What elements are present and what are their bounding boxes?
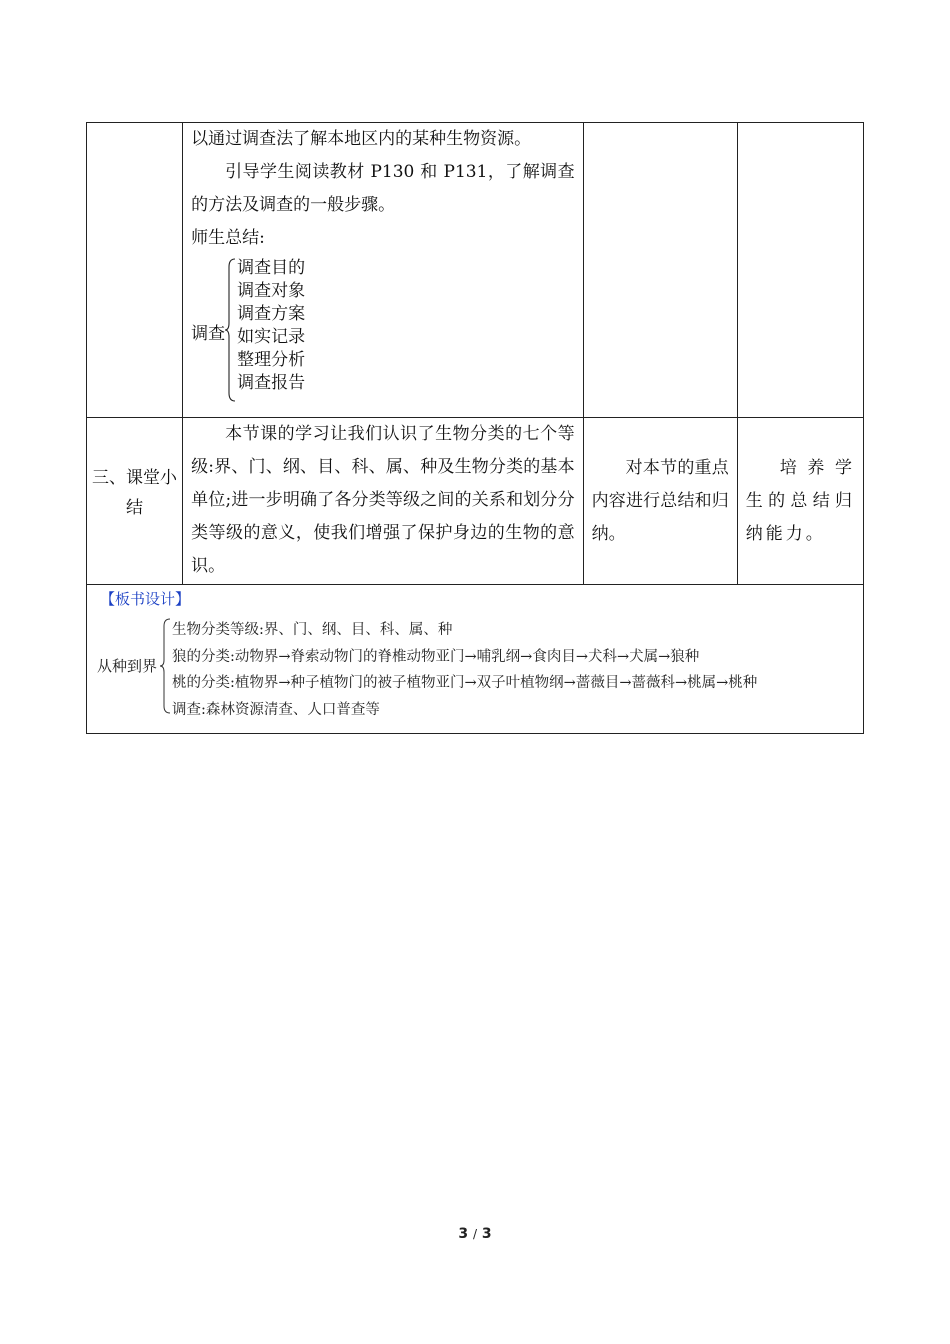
board-design-title: 【板书设计】 (100, 590, 191, 608)
section-title: 三、课堂小结 (92, 468, 178, 518)
board-line: 调查:森林资源清查、人口普查等 (172, 701, 380, 718)
list-item: 调查方案 (237, 304, 306, 324)
table-row-survey (87, 123, 864, 418)
teacher-activity-cell (183, 418, 584, 585)
design-intent-cell (737, 418, 863, 585)
survey-steps-list (237, 257, 305, 395)
teacher-activity-cell (183, 123, 584, 418)
left-brace-icon (160, 618, 172, 714)
student-activity-cell-empty (583, 123, 737, 418)
paragraph-summary-label: 师生总结: (191, 228, 265, 248)
summary-paragraph: 本节课的学习让我们认识了生物分类的七个等级:界、门、纲、目、科、属、种及生物分类的基本单位;进一步明确了各分类等级之间的关系和划分分类等级的意义，使我们增强了保护身边的生物的意识。 (191, 424, 575, 576)
list-item: 如实记录 (237, 327, 306, 347)
survey-steps-brace (191, 257, 583, 407)
current-page: 3 (458, 1226, 469, 1242)
list-item: 调查对象 (237, 281, 306, 301)
section-title-cell (87, 418, 183, 585)
design-intent-cell-empty (737, 123, 863, 418)
student-activity-cell (583, 418, 737, 585)
paragraph-guide: 引导学生阅读教材 P130 和 P131，了解调查的方法及调查的一般步骤。 (191, 162, 575, 215)
board-design-lines (172, 617, 757, 723)
section-cell-empty (87, 123, 183, 418)
list-item: 整理分析 (237, 350, 306, 370)
design-intent-text: 培养学生的总结归纳能力。 (745, 458, 855, 544)
list-item: 调查报告 (237, 373, 306, 393)
table-row-summary (87, 418, 864, 585)
brace-label: 调查 (191, 324, 226, 344)
paragraph-line: 以通过调查法了解本地区内的某种生物资源。 (191, 129, 532, 149)
board-design-label: 从种到界 (97, 657, 158, 675)
student-activity-text: 对本节的重点内容进行总结和归纳。 (591, 458, 729, 544)
list-item: 调查目的 (237, 258, 306, 278)
page-number (0, 1226, 950, 1242)
board-line: 生物分类等级:界、门、纲、目、科、属、种 (172, 622, 453, 638)
left-brace-icon (225, 257, 237, 403)
total-pages: 3 (481, 1226, 492, 1242)
board-line: 桃的分类:植物界→种子植物门的被子植物亚门→双子叶植物纲→蔷薇目→蔷薇科→桃属→桃种 (172, 675, 758, 691)
board-line: 狼的分类:动物界→脊索动物门的脊椎动物亚门→哺乳纲→食肉目→犬科→犬属→狼种 (172, 648, 700, 665)
page-separator: / (472, 1227, 478, 1241)
